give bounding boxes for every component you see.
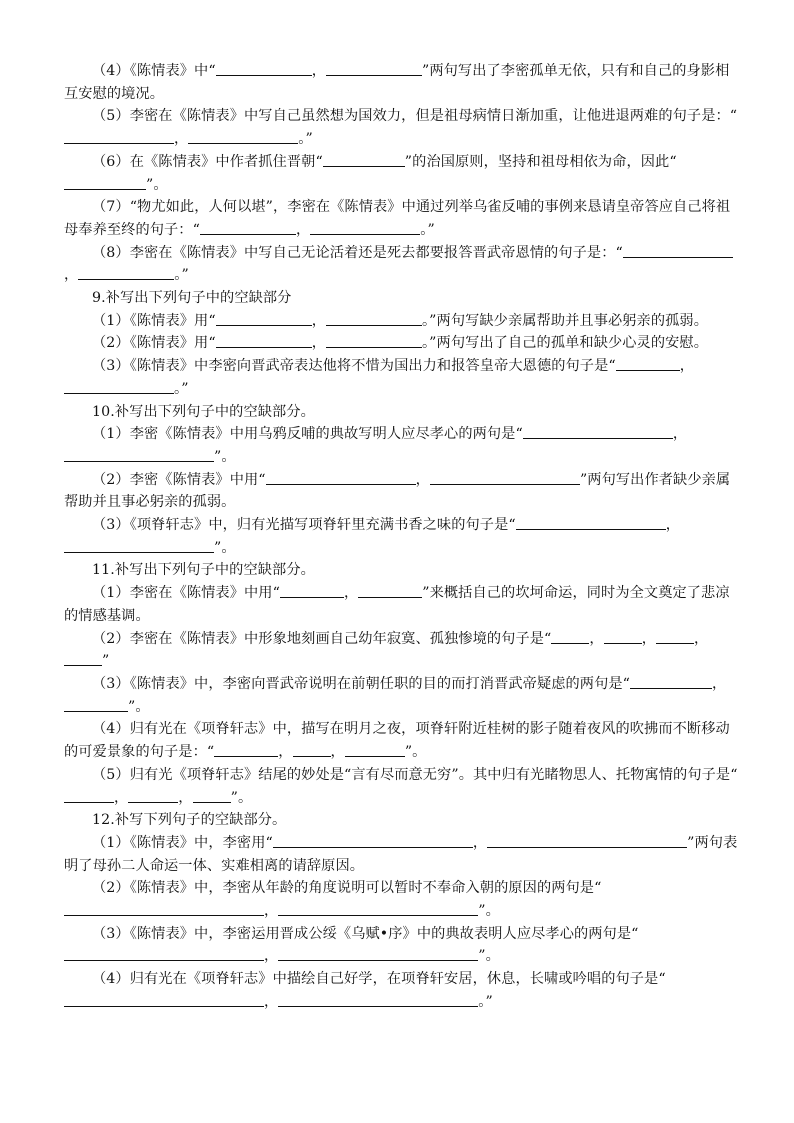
answer-blank[interactable] (278, 946, 478, 961)
answer-blank[interactable] (78, 265, 174, 280)
answer-blank[interactable] (64, 538, 214, 553)
answer-blank[interactable] (64, 697, 128, 712)
q10-title: 10.补写出下列句子中的空缺部分。 (92, 403, 315, 420)
answer-blank[interactable] (345, 742, 405, 757)
answer-blank[interactable] (630, 674, 712, 689)
q11-item-1: （1）李密在《陈情表》中用“ ， ”来概括自己的坎坷命运，同时为全文奠定了悲凉的情感基调。 (64, 585, 730, 624)
q8-item-5: （5）李密在《陈情表》中写自己虽然想为国效力，但是祖母病情日渐加重，让他进退两难的句子是：“， 。” (64, 105, 738, 150)
q12-item-3: （3）《陈情表》中，李密运用晋成公绥《乌赋•序》中的典故表明人应尽孝心的两句是“， ”。 (64, 923, 738, 968)
q12-title: 12.补写下列句子的空缺部分。 (92, 812, 287, 829)
answer-blank[interactable] (326, 333, 422, 348)
answer-blank[interactable] (64, 447, 214, 462)
q12-item-2: （2）《陈情表》中，李密从年龄的角度说明可以暂时不奉命入朝的原因的两句是“， ”。 (64, 877, 738, 922)
answer-blank[interactable] (64, 129, 174, 144)
answer-blank[interactable] (430, 470, 580, 485)
q9-title: 9.补写出下列句子中的空缺部分 (92, 290, 292, 307)
answer-blank[interactable] (278, 992, 478, 1007)
answer-blank[interactable] (326, 61, 422, 76)
answer-blank[interactable] (516, 515, 666, 530)
q9-item-1: （1）《陈情表》用“ ， 。”两句写缺少亲属帮助并且事必躬亲的孤弱。 (92, 312, 708, 329)
q11-item-5: （5）归有光《项脊轩志》结尾的妙处是“言有尽而意无穷”。其中归有光睹物思人、托物寓情的句子是“， ， ”。 (64, 764, 738, 809)
answer-blank[interactable] (310, 220, 420, 235)
answer-blank[interactable] (358, 583, 422, 598)
answer-blank[interactable] (523, 424, 673, 439)
answer-blank[interactable] (128, 788, 178, 803)
q11-item-2: （2）李密在《陈情表》中形象地刻画自己幼年寂寞、孤独惨境的句子是“ ， ， ，” (64, 628, 738, 673)
q10-item-1: （1）李密《陈情表》中用乌鸦反哺的典故写明人应尽孝心的两句是“ ，”。 (64, 423, 738, 468)
answer-blank[interactable] (214, 742, 278, 757)
answer-blank[interactable] (280, 583, 344, 598)
answer-blank[interactable] (623, 243, 733, 258)
answer-blank[interactable] (216, 311, 312, 326)
q10-item-2: （2）李密《陈情表》中用“ ， ”两句写出作者缺少亲属帮助并且事必躬亲的孤弱。 (64, 471, 731, 511)
answer-blank[interactable] (551, 629, 589, 644)
q9-item-3: （3）《陈情表》中李密向晋武帝表达他将不惜为国出力和报答皇帝大恩德的句子是“ ，。” (64, 355, 738, 400)
answer-blank[interactable] (323, 152, 405, 167)
answer-blank[interactable] (188, 129, 298, 144)
answer-blank[interactable] (487, 833, 687, 848)
q9-item-2: （2）《陈情表》用“ ， 。”两句写出了自己的孤单和缺少心灵的安慰。 (92, 335, 708, 352)
q8-item-4: （4）《陈情表》中“ ， ”两句写出了李密孤单无依，只有和自己的身影相互安慰的境况。 (64, 63, 730, 102)
q11-item-3: （3）《陈情表》中，李密向晋武帝说明在前朝任职的目的而打消晋武帝疑虑的两句是“ ，”。 (64, 673, 738, 718)
q8-item-8: （8）李密在《陈情表》中写自己无论活着还是死去都要报答晋武帝恩情的句子是：“， 。” (64, 242, 738, 287)
answer-blank[interactable] (64, 651, 102, 666)
answer-blank[interactable] (273, 833, 473, 848)
answer-blank[interactable] (293, 742, 331, 757)
answer-blank[interactable] (278, 901, 478, 916)
q12-item-1: （1）《陈情表》中，李密用“ ， ”两句表明了母孙二人命运一体、实难相离的请辞原因。 (64, 834, 738, 874)
answer-blank[interactable] (216, 333, 312, 348)
answer-blank[interactable] (604, 629, 642, 644)
document-page (64, 60, 738, 1014)
answer-blank[interactable] (216, 61, 312, 76)
answer-blank[interactable] (266, 470, 416, 485)
answer-blank[interactable] (64, 175, 146, 190)
answer-blank[interactable] (64, 379, 174, 394)
answer-blank[interactable] (64, 992, 264, 1007)
answer-blank[interactable] (64, 901, 264, 916)
q8-item-6: （6）在《陈情表》中作者抓住晋朝“ ”的治国原则，坚持和祖母相依为命，因此“”。 (64, 151, 738, 196)
q10-item-3: （3）《项脊轩志》中，归有光描写项脊轩里充满书香之味的句子是“ ，”。 (64, 514, 738, 559)
answer-blank[interactable] (193, 788, 231, 803)
q11-title: 11.补写出下列句子中的空缺部分。 (92, 562, 315, 579)
answer-blank[interactable] (64, 946, 264, 961)
answer-blank[interactable] (616, 356, 680, 371)
answer-blank[interactable] (64, 788, 114, 803)
q12-item-4: （4）归有光在《项脊轩志》中描绘自己好学，在项脊轩安居，休息，长啸或吟唱的句子是“， 。” (64, 968, 738, 1013)
answer-blank[interactable] (326, 311, 422, 326)
q11-item-4: （4）归有光在《项脊轩志》中，描写在明月之夜，项脊轩附近桂树的影子随着夜风的吹拂而不断移动的可爱景象的句子是：“ ， ， ”。 (64, 721, 730, 761)
answer-blank[interactable] (656, 629, 694, 644)
q8-item-7: （7）“物尤如此，人何以堪”，李密在《陈情表》中通过列举乌雀反哺的事例来恳请皇帝答应自己将祖母奉养至终的句子：“ ， 。” (64, 199, 731, 238)
answer-blank[interactable] (200, 220, 296, 235)
